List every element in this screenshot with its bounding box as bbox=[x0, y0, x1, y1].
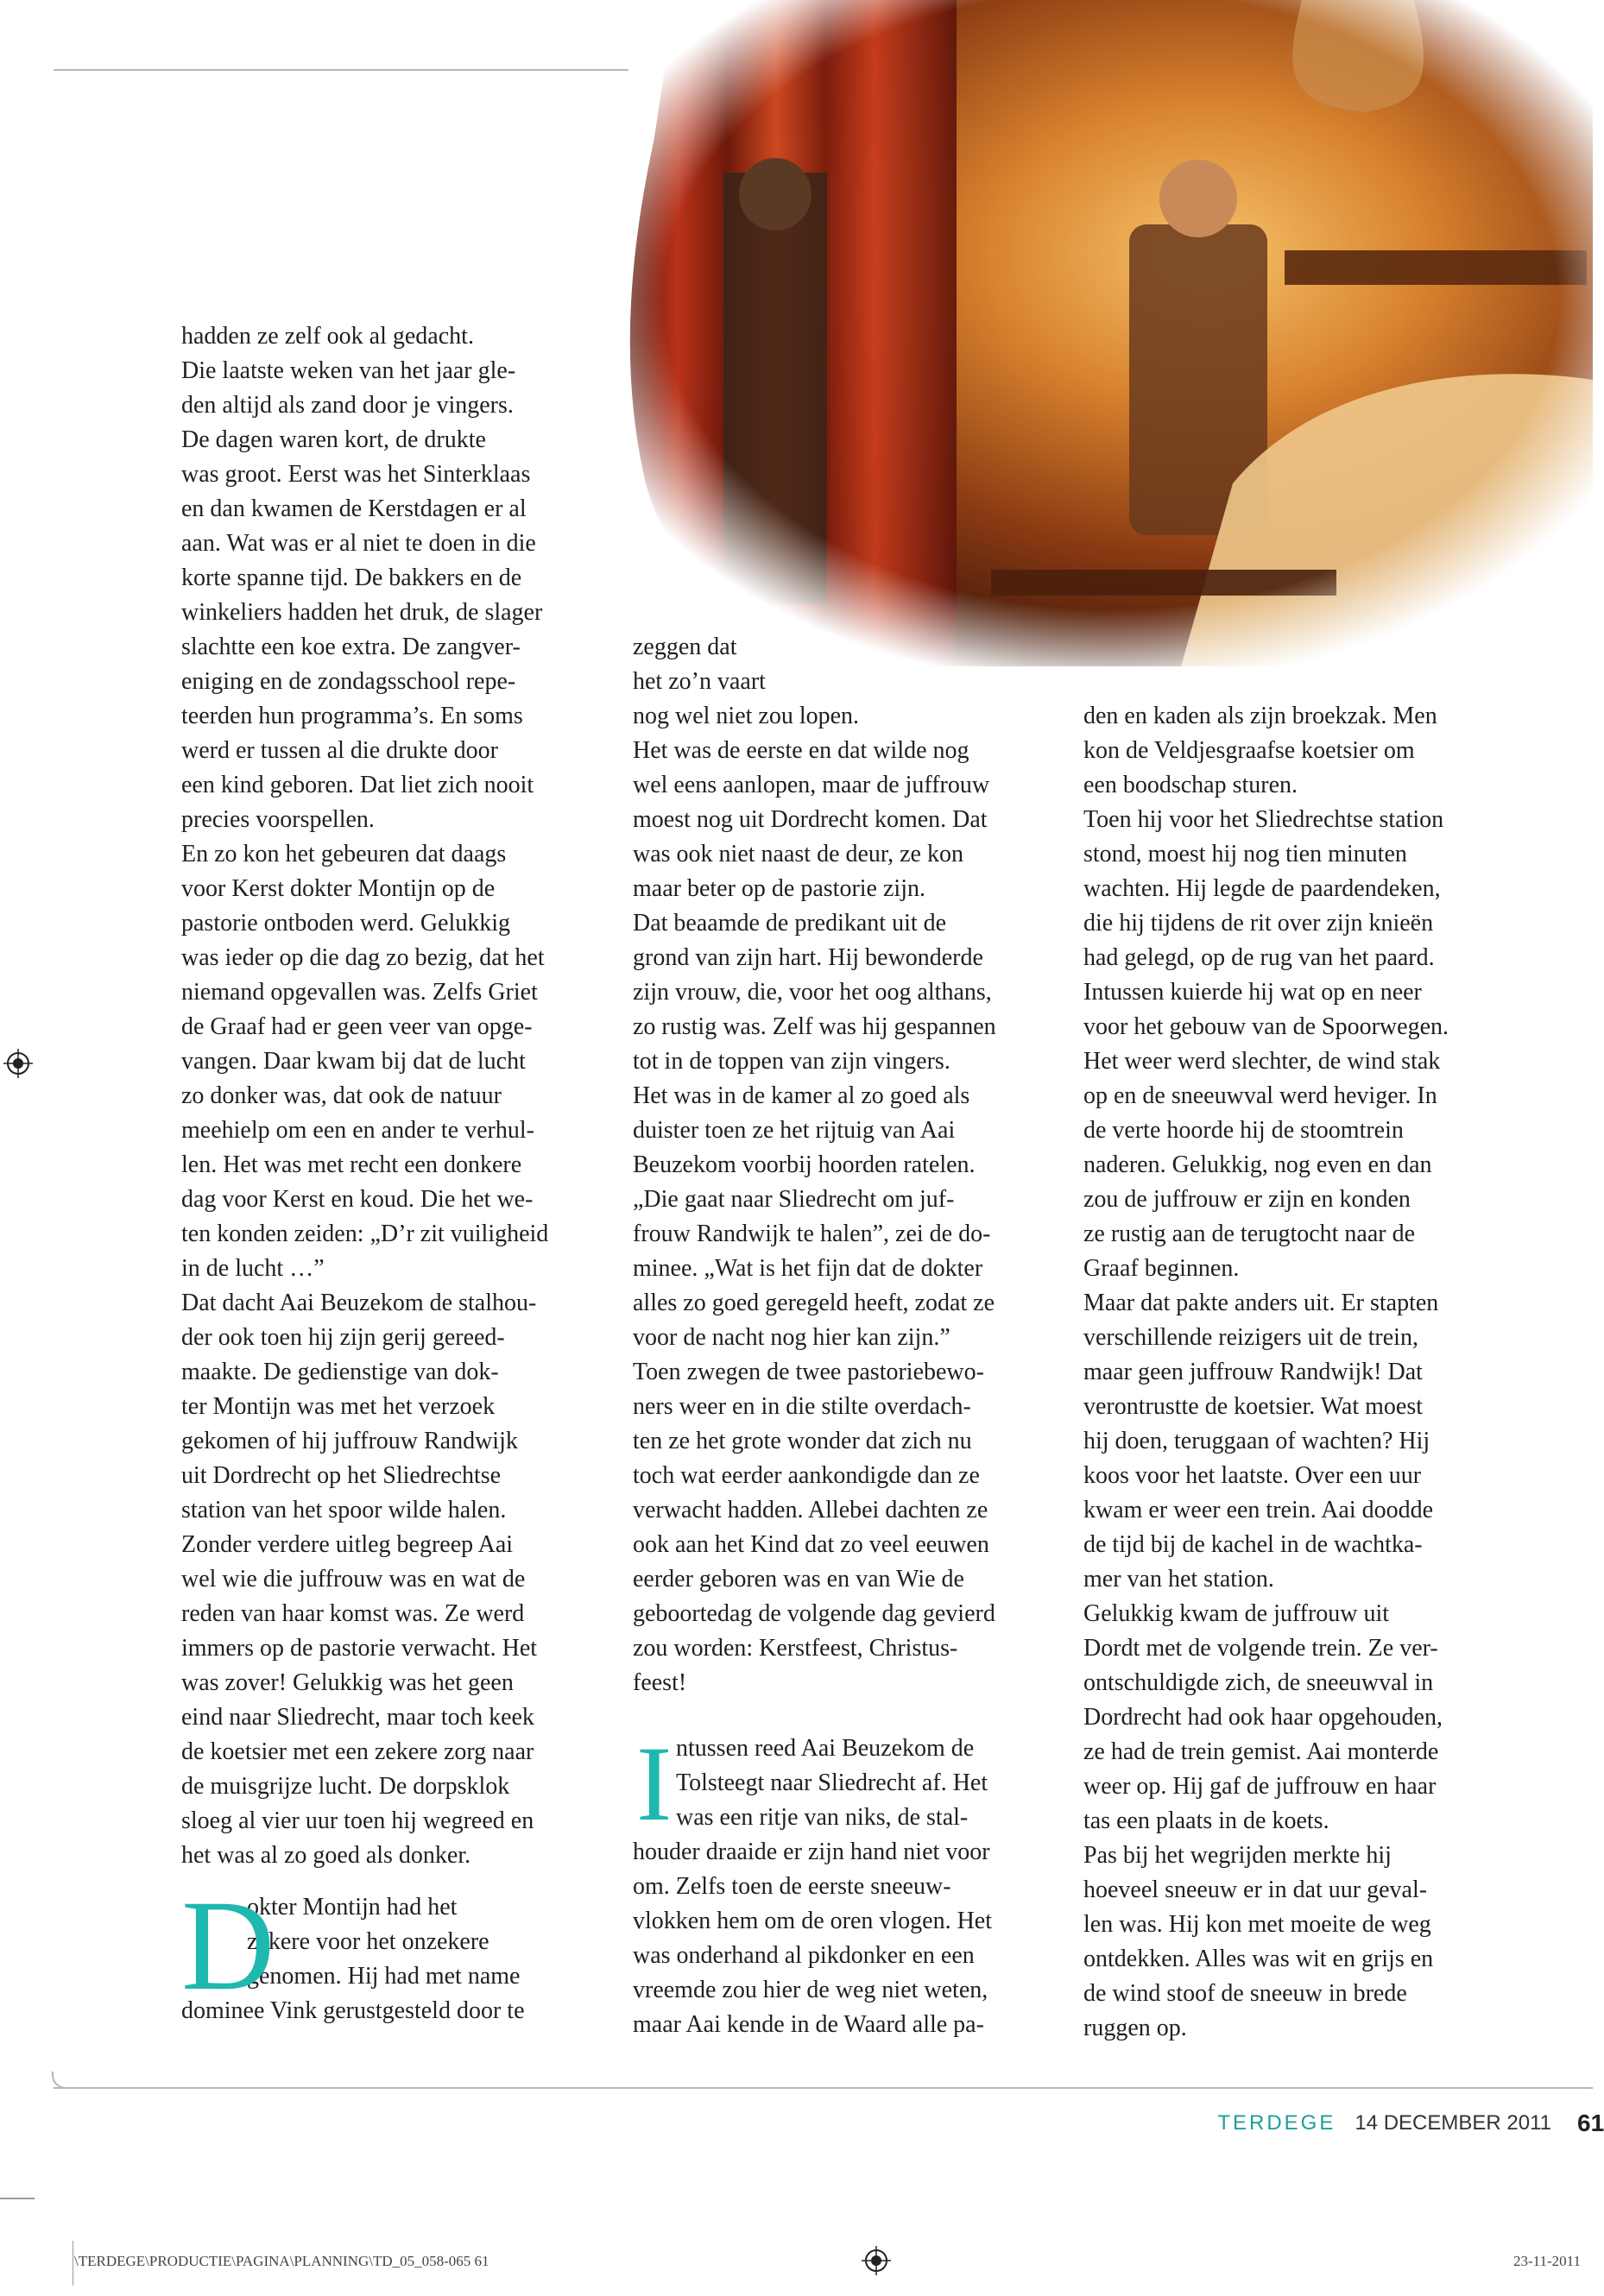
text-line: toch wat eerder aankondigde dan ze bbox=[633, 1462, 980, 1489]
text-line: houder draaide er zijn hand niet voor bbox=[633, 1839, 990, 1865]
text-line: ten konden zeiden: „D’r zit vuiligheid bbox=[181, 1221, 549, 1247]
text-line: eind naar Sliedrecht, maar toch keek bbox=[181, 1704, 534, 1731]
text-line: feest! bbox=[633, 1669, 687, 1696]
text-line: geboortedag de volgende dag gevierd bbox=[633, 1600, 995, 1627]
text-line: vlokken hem om de oren vlogen. Het bbox=[633, 1908, 993, 1934]
text-line: teerden hun programma’s. En soms bbox=[181, 703, 523, 729]
text-line: maar beter op de pastorie zijn. bbox=[633, 875, 925, 902]
text-line: de verte hoorde hij de stoomtrein bbox=[1083, 1117, 1404, 1144]
text-line: Dordt met de volgende trein. Ze ver- bbox=[1083, 1635, 1438, 1662]
text-line: minee. „Wat is het fijn dat de dokter bbox=[633, 1255, 983, 1282]
text-line: reden van haar komst was. Ze werd bbox=[181, 1600, 525, 1627]
text-line: naderen. Gelukkig, nog even en dan bbox=[1083, 1151, 1432, 1178]
text-line: stond, moest hij nog tien minuten bbox=[1083, 841, 1407, 867]
text-line: zo donker was, dat ook de natuur bbox=[181, 1082, 502, 1109]
text-line: tas een plaats in de koets. bbox=[1083, 1807, 1329, 1834]
text-line: station van het spoor wilde halen. bbox=[181, 1497, 507, 1523]
text-line: ze rustig aan de terugtocht naar de bbox=[1083, 1221, 1416, 1247]
text-line: zo rustig was. Zelf was hij gespannen bbox=[633, 1013, 996, 1040]
text-line: de wind stoof de sneeuw in brede bbox=[1083, 1980, 1407, 2007]
text-line: den altijd als zand door je vingers. bbox=[181, 392, 514, 419]
text-line: meehielp om een en ander te verhul- bbox=[181, 1117, 534, 1144]
text-line: was een ritje van niks, de stal- bbox=[676, 1804, 969, 1831]
text-line: voor het gebouw van de Spoorwegen. bbox=[1083, 1013, 1449, 1040]
text-line: Beuzekom voorbij hoorden ratelen. bbox=[633, 1151, 976, 1178]
page-number: 61 bbox=[1577, 2110, 1604, 2136]
text-line: op en de sneeuwval werd heviger. In bbox=[1083, 1082, 1437, 1109]
text-line: voor Kerst dokter Montijn op de bbox=[181, 875, 496, 902]
text-line: vreemde zou hier de weg niet weten, bbox=[633, 1977, 988, 2003]
text-line: winkeliers hadden het druk, de slager bbox=[181, 599, 543, 626]
text-line: die hij tijdens de rit over zijn knieën bbox=[1083, 910, 1434, 937]
text-line: het zo’n vaart bbox=[633, 668, 766, 695]
slug-date: 23-11-2011 bbox=[1512, 2253, 1581, 2269]
text-line: maakte. De gedienstige van dok- bbox=[181, 1359, 499, 1385]
text-line: maar geen juffrouw Randwijk! Dat bbox=[1083, 1359, 1423, 1385]
text-line: pastorie ontboden werd. Gelukkig bbox=[181, 910, 511, 937]
text-line: wel wie die juffrouw was en wat de bbox=[181, 1566, 526, 1593]
illustration bbox=[628, 0, 1593, 666]
text-line: verwacht hadden. Allebei dachten ze bbox=[633, 1497, 988, 1523]
drop-cap: I bbox=[636, 1725, 673, 1843]
text-line: zekere voor het onzekere bbox=[247, 1928, 489, 1955]
text-line: sloeg al vier uur toen hij wegreed en bbox=[181, 1807, 534, 1834]
text-line: kwam er weer een trein. Aai doodde bbox=[1083, 1497, 1434, 1523]
text-line: vangen. Daar kwam bij dat de lucht bbox=[181, 1048, 526, 1075]
text-line: de tijd bij de kachel in de wachtka- bbox=[1083, 1531, 1423, 1558]
text-line: Graaf beginnen. bbox=[1083, 1255, 1240, 1282]
drop-cap-paragraph bbox=[633, 1725, 1064, 2042]
text-line: uit Dordrecht op het Sliedrechtse bbox=[181, 1462, 502, 1489]
text-line: was ieder op die dag zo bezig, dat het bbox=[181, 944, 545, 971]
text-line: ntussen reed Aai Beuzekom de bbox=[676, 1735, 975, 1762]
text-line: Intussen kuierde hij wat op en neer bbox=[1083, 979, 1422, 1006]
text-line: Die laatste weken van het jaar gle- bbox=[181, 357, 516, 384]
text-line: ook aan het Kind dat zo veel eeuwen bbox=[633, 1531, 989, 1558]
text-line: grond van zijn hart. Hij bewonderde bbox=[633, 944, 983, 971]
text-column-2 bbox=[633, 630, 1064, 2042]
text-line: de koetsier met een zekere zorg naar bbox=[181, 1738, 534, 1765]
page-footer bbox=[1217, 2106, 1604, 2141]
text-line: Pas bij het wegrijden merkte hij bbox=[1083, 1842, 1392, 1869]
text-line: mer van het station. bbox=[1083, 1566, 1274, 1593]
text-column-1 bbox=[181, 319, 613, 2028]
text-line: korte spanne tijd. De bakkers en de bbox=[181, 565, 522, 591]
text-line: zou worden: Kerstfeest, Christus- bbox=[633, 1635, 958, 1662]
text-line: koos voor het laatste. Over een uur bbox=[1083, 1462, 1422, 1489]
text-line: in de lucht …” bbox=[181, 1255, 325, 1282]
text-line: alles zo goed geregeld heeft, zodat ze bbox=[633, 1290, 995, 1316]
magazine-name: TERDEGE bbox=[1217, 2111, 1336, 2135]
text-line: Het weer werd slechter, de wind stak bbox=[1083, 1048, 1441, 1075]
drop-cap-paragraph bbox=[181, 1874, 613, 2028]
text-line: duister toen ze het rijtuig van Aai bbox=[633, 1117, 956, 1144]
crop-mark bbox=[0, 2198, 35, 2199]
bottom-rule-corner bbox=[52, 2072, 69, 2089]
drop-cap: D bbox=[181, 1874, 275, 2017]
text-line: immers op de pastorie verwacht. Het bbox=[181, 1635, 538, 1662]
text-line: om. Zelfs toen de eerste sneeuw- bbox=[633, 1873, 951, 1900]
text-line: De dagen waren kort, de drukte bbox=[181, 426, 486, 453]
text-line: frouw Randwijk te halen”, zei de do- bbox=[633, 1221, 991, 1247]
text-line: aan. Wat was er al niet te doen in die bbox=[181, 530, 536, 557]
text-line: Het was in de kamer al zo goed als bbox=[633, 1082, 970, 1109]
text-line: Gelukkig kwam de juffrouw uit bbox=[1083, 1600, 1390, 1627]
text-line: precies voorspellen. bbox=[181, 806, 375, 833]
text-line: zeggen dat bbox=[633, 634, 737, 660]
text-line: der ook toen hij zijn gerij gereed- bbox=[181, 1324, 505, 1351]
text-line: len was. Hij kon met moeite de weg bbox=[1083, 1911, 1431, 1938]
text-line: Zonder verdere uitleg begreep Aai bbox=[181, 1531, 514, 1558]
text-line: wel eens aanlopen, maar de juffrouw bbox=[633, 772, 990, 798]
text-line: En zo kon het gebeuren dat daags bbox=[181, 841, 507, 867]
text-line: was onderhand al pikdonker en een bbox=[633, 1942, 975, 1969]
text-line: was zover! Gelukkig was het geen bbox=[181, 1669, 514, 1696]
text-line: zou de juffrouw er zijn en konden bbox=[1083, 1186, 1411, 1213]
text-line: voor de nacht nog hier kan zijn.” bbox=[633, 1324, 950, 1351]
text-column-3 bbox=[1083, 699, 1550, 2046]
text-line: Dat beaamde de predikant uit de bbox=[633, 910, 947, 937]
text-line: hij doen, teruggaan of wachten? Hij bbox=[1083, 1428, 1430, 1454]
text-line: hadden ze zelf ook al gedacht. bbox=[181, 323, 474, 350]
text-line: Toen hij voor het Sliedrechtse station bbox=[1083, 806, 1444, 833]
text-line: dominee Vink gerustgesteld door te bbox=[181, 1997, 525, 2024]
text-line: Het was de eerste en dat wilde nog bbox=[633, 737, 969, 764]
text-line: nog wel niet zou lopen. bbox=[633, 703, 860, 729]
text-line: moest nog uit Dordrecht komen. Dat bbox=[633, 806, 988, 833]
text-line: en dan kwamen de Kerstdagen er al bbox=[181, 495, 527, 522]
text-line: ter Montijn was met het verzoek bbox=[181, 1393, 496, 1420]
text-line: de Graaf had er geen veer van opge- bbox=[181, 1013, 533, 1040]
text-line: dag voor Kerst en koud. Die het we- bbox=[181, 1186, 534, 1213]
text-line: wachten. Hij legde de paardendeken, bbox=[1083, 875, 1441, 902]
text-line: ze had de trein gemist. Aai monterde bbox=[1083, 1738, 1439, 1765]
text-line: len. Het was met recht een donkere bbox=[181, 1151, 522, 1178]
text-line: de muisgrijze lucht. De dorpsklok bbox=[181, 1773, 510, 1800]
text-line: maar Aai kende in de Waard alle pa- bbox=[633, 2011, 984, 2038]
text-line: slachtte een koe extra. De zangver- bbox=[181, 634, 521, 660]
text-line: eniging en de zondagsschool repe- bbox=[181, 668, 516, 695]
text-line: Dordrecht had ook haar opgehouden, bbox=[1083, 1704, 1443, 1731]
text-line: een kind geboren. Dat liet zich nooit bbox=[181, 772, 534, 798]
text-line: gekomen of hij juffrouw Randwijk bbox=[181, 1428, 518, 1454]
text-line: tot in de toppen van zijn vingers. bbox=[633, 1048, 950, 1075]
bottom-rule bbox=[54, 2087, 1593, 2089]
text-line: werd er tussen al die drukte door bbox=[181, 737, 498, 764]
registration-mark-icon bbox=[862, 2246, 891, 2275]
text-line: een boodschap sturen. bbox=[1083, 772, 1298, 798]
text-line: niemand opgevallen was. Zelfs Griet bbox=[181, 979, 538, 1006]
text-line: ners weer en in die stilte overdach- bbox=[633, 1393, 971, 1420]
text-line: „Die gaat naar Sliedrecht om juf- bbox=[633, 1186, 955, 1213]
text-line: weer op. Hij gaf de juffrouw en haar bbox=[1083, 1773, 1437, 1800]
text-line: had gelegd, op de rug van het paard. bbox=[1083, 944, 1435, 971]
text-line: kon de Veldjesgraafse koetsier om bbox=[1083, 737, 1415, 764]
text-line: Toen zwegen de twee pastoriebewo- bbox=[633, 1359, 984, 1385]
text-line: den en kaden als zijn broekzak. Men bbox=[1083, 703, 1437, 729]
text-line: ten ze het grote wonder dat zich nu bbox=[633, 1428, 972, 1454]
text-line: ontdekken. Alles was wit en grijs en bbox=[1083, 1946, 1434, 1972]
text-line: ontschuldigde zich, de sneeuwval in bbox=[1083, 1669, 1434, 1696]
text-line: eerder geboren was en van Wie de bbox=[633, 1566, 964, 1593]
text-line: ruggen op. bbox=[1083, 2015, 1187, 2041]
issue-date: 14 DECEMBER 2011 bbox=[1355, 2111, 1551, 2135]
text-line: het was al zo goed als donker. bbox=[181, 1842, 471, 1869]
text-line: was ook niet naast de deur, ze kon bbox=[633, 841, 963, 867]
text-line: verontrustte de koetsier. Wat moest bbox=[1083, 1393, 1424, 1420]
text-line: Dat dacht Aai Beuzekom de stalhou- bbox=[181, 1290, 537, 1316]
text-line: was groot. Eerst was het Sinterklaas bbox=[181, 461, 531, 488]
text-line: Maar dat pakte anders uit. Er stapten bbox=[1083, 1290, 1439, 1316]
text-line: zijn vrouw, die, voor het oog althans, bbox=[633, 979, 992, 1006]
text-line: hoeveel sneeuw er in dat uur geval- bbox=[1083, 1877, 1428, 1903]
registration-mark-icon bbox=[3, 1049, 33, 1078]
slug-path: \TERDEGE\PRODUCTIE\PAGINA\PLANNING\TD_05_058-065 61 bbox=[74, 2253, 489, 2269]
text-line: verschillende reizigers uit de trein, bbox=[1083, 1324, 1418, 1351]
text-line: Tolsteegt naar Sliedrecht af. Het bbox=[676, 1769, 988, 1796]
text-line: genomen. Hij had met name bbox=[247, 1963, 521, 1990]
text-line: okter Montijn had het bbox=[247, 1894, 458, 1921]
